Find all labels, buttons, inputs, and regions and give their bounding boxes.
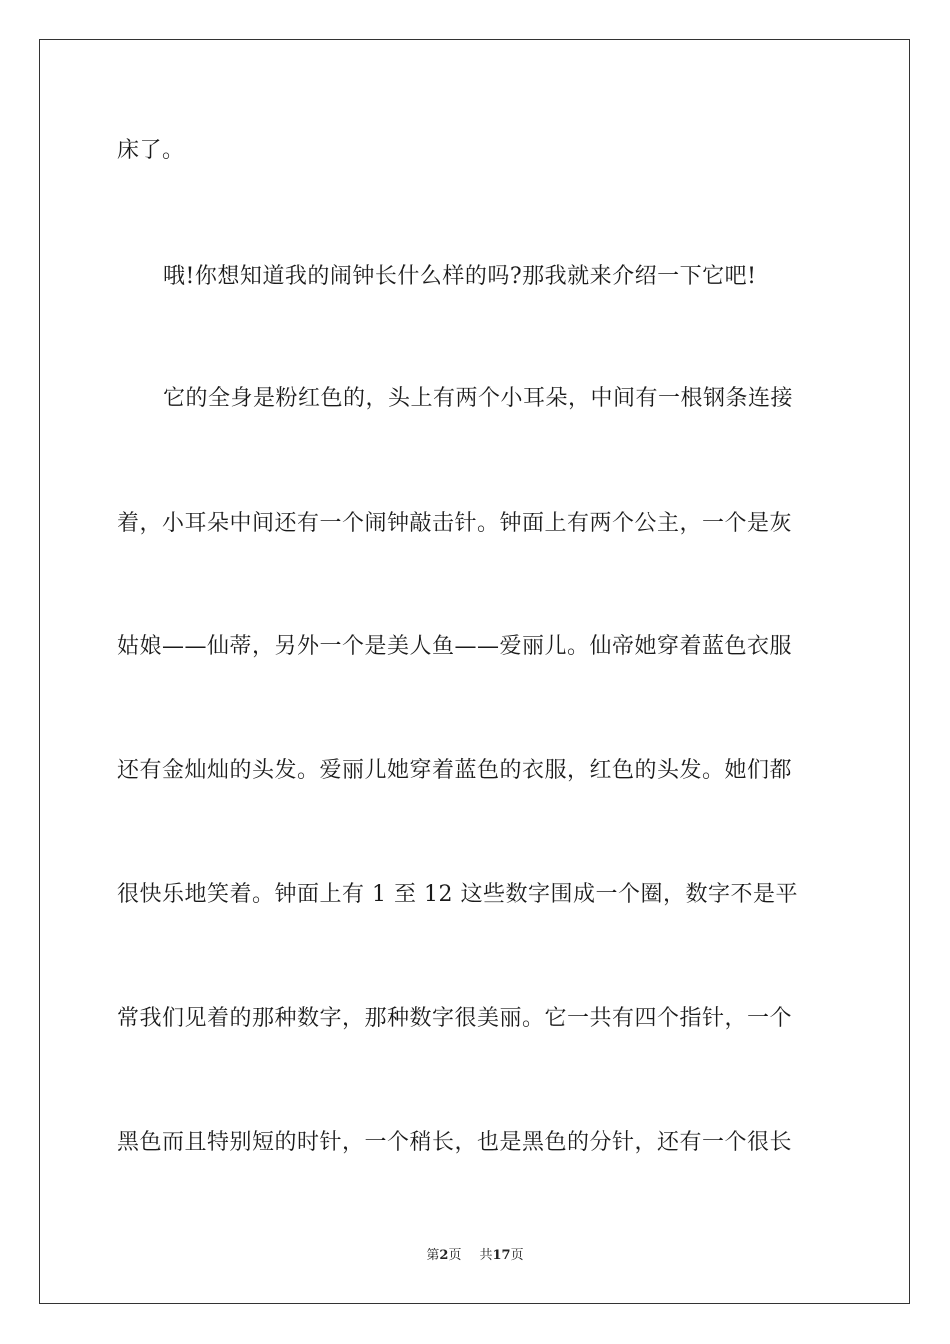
page-footer <box>0 1247 950 1265</box>
text-line-7: 很快乐地笑着。钟面上有 1 至 12 这些数字围成一个圈，数字不是平 <box>117 882 798 907</box>
text-line-6: 还有金灿灿的头发。爱丽儿她穿着蓝色的衣服，红色的头发。她们都 <box>117 758 793 783</box>
text-line-2: 哦!你想知道我的闹钟长什么样的吗?那我就来介绍一下它吧! <box>163 264 757 289</box>
current-page-number: 2 <box>439 1248 449 1263</box>
total-prefix: 共 <box>479 1248 493 1263</box>
page-suffix: 页 <box>448 1248 462 1263</box>
page-border <box>39 39 910 1304</box>
page-prefix: 第 <box>426 1248 440 1263</box>
text-line-5: 姑娘——仙蒂，另外一个是美人鱼——爱丽儿。仙帝她穿着蓝色衣服 <box>117 634 793 659</box>
total-suffix: 页 <box>510 1248 524 1263</box>
text-line-4: 着，小耳朵中间还有一个闹钟敲击针。钟面上有两个公主，一个是灰 <box>117 511 793 536</box>
text-line-9: 黑色而且特别短的时针，一个稍长，也是黑色的分针，还有一个很长 <box>117 1130 793 1155</box>
text-line-1: 床了。 <box>117 138 185 163</box>
total-page-number: 17 <box>492 1248 511 1263</box>
text-line-3: 它的全身是粉红色的，头上有两个小耳朵，中间有一根钢条连接 <box>163 386 794 411</box>
text-line-8: 常我们见着的那种数字，那种数字很美丽。它一共有四个指针，一个 <box>117 1006 793 1031</box>
